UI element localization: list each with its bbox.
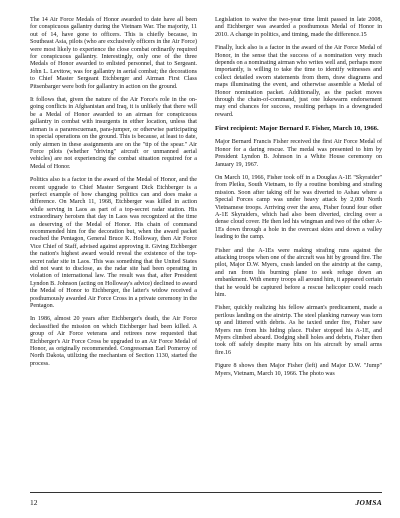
paragraph: Legislation to waive the two-year time limit passed in late 2008, and Etchberger was awarded a posthumous Medal of Honor in 2010. A change in politics, and timing, made the difference.15 bbox=[215, 17, 382, 38]
paragraph: Fisher and the A-1Es were making strafing runs against the attacking troops when one of the aircraft was hit by ground fire. The pilot, Major D.W. Myers, crash landed on the airstrip at the camp, and ran from his burning plane to seek refuge down an embankment. With enemy troops all around him, it appeared certain that he would be captured before a rescue helicopter could reach him. bbox=[215, 247, 382, 298]
paragraph: Major Bernard Francis Fisher received the first Air Force Medal of Honor for a daring rescue. The medal was presented to him by President Lyndon B. Johnson in a White House ceremony on January 19, 1967. bbox=[215, 139, 382, 168]
left-column bbox=[30, 17, 197, 384]
paragraph: On March 10, 1966, Fisher took off in a Douglas A-1E "Skyraider" from Pleiku, South Vietnam, to fly a routine bombing and strafing mission. Soon after taking off he was diverted to Ashau where a Special Forces camp was under heavy attack by 2,000 North Vietnamese troops. Arriving over the area, Fisher found four other A-1E Skyraiders, which had also been diverted, circling over a dense cloud cover. He then led his wingman and two of the other A-1Es down through a hole in the overcast skies and down a valley leading to the camp. bbox=[215, 174, 382, 241]
page-number: 12 bbox=[30, 498, 38, 507]
journal-name: JOMSA bbox=[355, 498, 382, 507]
paragraph: It follows that, given the nature of the Air Force's role in the on-going conflicts in Afghanistan and Iraq, it is unlikely that there will be a Medal of Honor awarded to an airman for conspicuous gallantry in combat with insurgents in either location, unless that airman is a pararescueman, para-jumper, or otherwise participating in special operations on the ground. This is because, at least to date, only airmen in these assignments are on the "tip of the spear." Air Force pilots (whether "driving" aircraft or unmanned aerial vehicles) are not experiencing the combat situation required for a Medal of Honor. bbox=[30, 97, 197, 170]
paragraph: Figure 8 shows then Major Fisher (left) and Major D.W. "Jump" Myers, Vietnam, March 10, 1966. The photo was bbox=[215, 363, 382, 377]
paragraph: Politics also is a factor in the award of the Medal of Honor, and the recent upgrade to Chief Master Sergeant Dick Etchberger is a perfect example of how changing politics can and does make a difference. On March 11, 1968, Etchberger was killed in action while serving in Laos as part of a top-secret radar station. His extraordinary heroism that day in Laos was recognized at the time as deserving of the Medal of Honor. His chain of command recommended him for the decoration but, when the award packet reached the Pentagon, General Bruce K. Holloway, then Air Force Vice Chief of Staff, advised against approving it. Giving Etchberger the nation's highest award would reveal the existence of the top-secret radar site in Laos. This was something that the United States did not want to disclose, as the radar site had been operating in violation of international law. The result was that, after President Lyndon B. Johnson (acting on Holloway's advice) declined to award the Medal of Honor to Etchberger, the latter's widow received a posthumously awarded Air Force Cross in a private ceremony in the Pentagon. bbox=[30, 177, 197, 310]
paragraph: In 1986, almost 20 years after Etchberger's death, the Air Force declassified the mission on which Etchberger had been killed. A group of Air Force veterans and retirees now requested that Etchberger's Air Force Cross be upgraded to an Air Force Medal of Honor, as originally recommended. Congressman Earl Pomeroy of North Dakota, utilizing the mechanism of Section 1130, started the process. bbox=[30, 316, 197, 367]
page-footer bbox=[30, 492, 382, 507]
section-heading: First recipient: Major Bernard F. Fisher, March 10, 1966. bbox=[215, 125, 379, 133]
paragraph: The 14 Air Force Medals of Honor awarded to date have all been for conspicuous gallantry during the Vietnam War. The majority, 11 out of 14, have gone to officers. This is chiefly because, in Southeast Asia, pilots (who are exclusively officers in the Air Force) were most likely to experience the close combat ordinarily required for conspicuous gallantry. Interestingly, only one of the three Medals of Honor awarded to enlisted personnel, that to Sergeant. John L. Levitow, was for gallantry in aerial combat; the decorations to Chief Master Sergeant Etchberger and Airman First Class Pitsenbarger were both for gallantry in action on the ground. bbox=[30, 17, 197, 90]
paragraph: Fisher, quickly realizing his fellow airman's predicament, made a perilous landing on the airstrip. The steel planking runway was torn up and littered with debris. As he taxied under fire, Fisher saw Myers run from his hiding place. Fisher stopped his A-1E, and Myers climbed aboard. Dodging shell holes and debris, Fisher then took off safely despite many hits on his aircraft by small arms fire.16 bbox=[215, 305, 382, 356]
right-column bbox=[215, 17, 382, 384]
text-columns bbox=[30, 17, 382, 384]
paragraph: Finally, luck also is a factor in the award of the Air Force Medal of Honor, in the sense that the success of a nomination very much depends on a nominating airman who writes well and, perhaps more importantly, is willing to take the time to identify witnesses and collect detailed sworn statements from them, draw diagrams and maps illuminating the event, and otherwise assemble a Medal of Honor nomination packet. Additionally, as the packet moves through the chain-of-command, just one lukewarm endorsement may end chances for success, resulting perhaps in a downgraded reward. bbox=[215, 45, 382, 118]
